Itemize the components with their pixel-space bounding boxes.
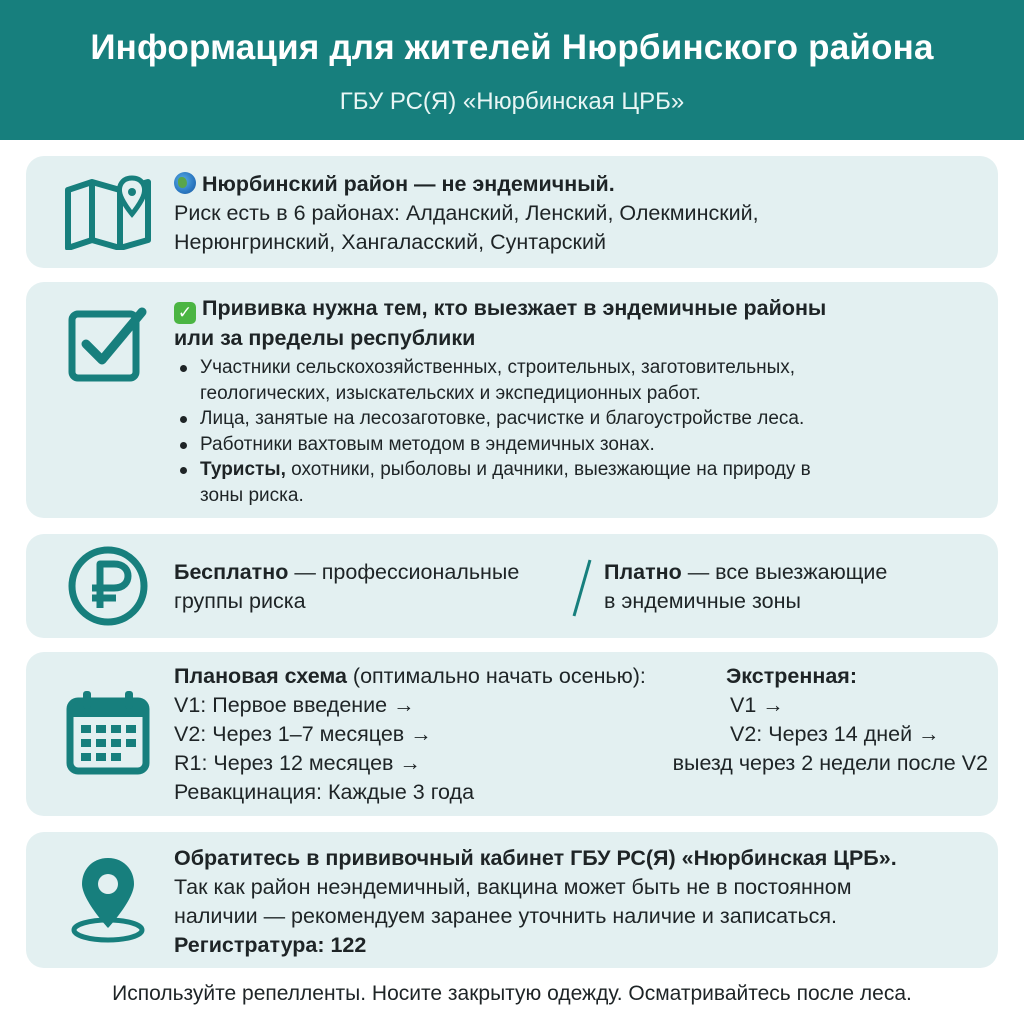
price-free-bold: Бесплатно: [174, 560, 289, 584]
planned-title-row: [174, 662, 646, 691]
list-item: [174, 457, 980, 508]
card-region-body: [174, 170, 980, 257]
planned-r1: R1: Через 12 месяцев →: [174, 751, 421, 775]
vaccine-heading-row: [174, 294, 980, 324]
planned-rest: (оптимально начать осенью):: [346, 664, 646, 688]
bullet-line: [200, 457, 980, 483]
region-line2: Нерюнгринский, Хангаласский, Сунтарский: [174, 230, 606, 254]
bullet-line: Работники вахтовым методом в эндемичных зонах.: [200, 433, 655, 455]
card-region: [26, 156, 998, 268]
card-contact: [26, 832, 998, 968]
price-paid-rest: — все выезжающие: [681, 560, 888, 584]
card-contact-body: [174, 844, 980, 960]
bullet-line: зоны риска.: [200, 484, 304, 506]
ruble-icon-svg: [66, 544, 150, 628]
price-paid-line2: в эндемичные зоны: [604, 589, 801, 613]
page-title: Информация для жителей Нюрбинского района: [90, 28, 934, 67]
location-icon-svg: [66, 854, 150, 946]
slash-divider: [570, 556, 594, 620]
checkbox-icon-svg: [66, 302, 150, 386]
schedule-emergency: [726, 662, 940, 749]
list-item: [174, 432, 980, 458]
bullet-line: Участники сельскохозяйственных, строительных, заготовительных,: [200, 357, 796, 378]
tourists-rest: охотники, рыболовы и дачники, выезжающие на природу в: [285, 459, 811, 480]
card-vaccine-body: [174, 294, 980, 508]
map-pin-icon: [48, 170, 168, 254]
region-heading: Нюрбинский район — не эндемичный.: [202, 172, 615, 196]
globe-icon: [174, 172, 196, 194]
bullet-line: геологических, изыскательских и экспедиционных работ.: [200, 382, 701, 404]
price-paid: [604, 558, 887, 616]
emergency-v1: V1 →: [730, 693, 784, 717]
planned-revac: Ревакцинация: Каждые 3 года: [174, 780, 475, 804]
page-subtitle: ГБУ РС(Я) «Нюрбинская ЦРБ»: [339, 88, 685, 115]
emergency-v2: V2: Через 14 дней →: [730, 722, 940, 746]
card-schedule: [26, 652, 998, 816]
vaccine-bullet-list: [174, 355, 980, 508]
contact-heading: Обратитесь в прививочный кабинет ГБУ РС(Я) «Нюрбинская ЦРБ».: [174, 846, 897, 870]
header-banner: [0, 0, 1024, 140]
vaccine-heading-line1: Прививка нужна тем, кто выезжает в эндемичные районы: [202, 296, 827, 320]
vaccine-heading-line2: или за пределы республики: [174, 326, 476, 350]
map-icon-svg: [62, 174, 154, 250]
schedule-planned: [174, 662, 646, 807]
ruble-icon: [48, 544, 168, 628]
card-vaccine: [26, 282, 998, 518]
price-free-rest: — профессиональные: [288, 560, 520, 584]
price-free: [174, 558, 519, 616]
region-heading-row: [174, 170, 980, 199]
planned-v2: V2: Через 1–7 месяцев →: [174, 722, 432, 746]
price-free-line2: группы риска: [174, 589, 306, 613]
check-mark-icon: ✓: [174, 302, 196, 324]
price-paid-line1: [604, 558, 887, 587]
checkbox-icon: [48, 298, 168, 390]
price-free-line1: [174, 558, 519, 587]
planned-v1: V1: Первое введение →: [174, 693, 415, 717]
bullet-line: Лица, занятые на лесозаготовке, расчистке и благоустройстве леса.: [200, 408, 805, 429]
footer-advice: Используйте репелленты. Носите закрытую одежду. Осматривайтесь после леса.: [112, 982, 912, 1005]
contact-registry: Регистратура: 122: [174, 933, 367, 957]
emergency-title: Экстренная:: [726, 664, 857, 688]
tourists-bold: Туристы,: [200, 459, 286, 480]
contact-line1: Так как район неэндемичный, вакцина может быть не в постоянном: [174, 875, 852, 899]
location-icon: [48, 850, 168, 950]
region-line1: Риск есть в 6 районах: Алданский, Ленский, Олекминский,: [174, 201, 759, 225]
planned-bold: Плановая схема: [174, 664, 347, 688]
list-item: [174, 406, 980, 432]
price-paid-bold: Платно: [604, 560, 682, 584]
emergency-exit: выезд через 2 недели после V2: [672, 751, 988, 775]
list-item: [174, 355, 980, 406]
card-price: [26, 534, 998, 638]
calendar-icon-svg: [65, 689, 151, 775]
calendar-icon: [48, 682, 168, 782]
contact-line2: наличии — рекомендуем заранее уточнить наличие и записаться.: [174, 904, 838, 928]
